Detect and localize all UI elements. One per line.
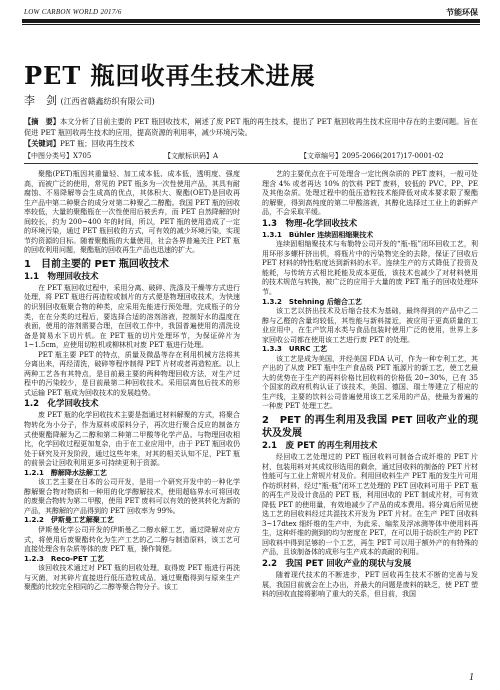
- journal-header: LOW CARBON WORLD 2017/6: [24, 8, 122, 16]
- subsubsection-heading: 1.3.1 Bühler 连续固相缩聚技术: [262, 230, 374, 239]
- paragraph: 聚酯(PET)瓶因其重量轻、加工成本低、成本低，透明度、强度高，而被广泛的使用，常见的 PET 瓶多为一次性使用产品，其具有耐腐蚀、不易降解等会生成高的优点，其体积大、聚酯(OET)是回收再生产品中第二种聚合的成分对第二种聚乙二醇酯。我国 PET 瓶的回收率较低，大量的聚酯瓶在一次性使用后被丢弃，而 PET 自然降解的时间较长，约为 200~400 年的时间，所以，PET 瓶的使用造成了一定的环境污染，通过 PET 瓶回收的方式，可有效的减少环境污染，实现节约资源的目标。随着聚酯瓶的大量使用，社会各界普遍关注 PET 瓶的回收利用问题，聚酯瓶的回收再生产品也迅速的扩大。: [24, 170, 240, 255]
- subsection-heading: 2.2 我国 PET 回收产业的现状与发展: [262, 559, 412, 569]
- subsubsection-heading: 1.2.3 Reco-PET 工艺: [24, 554, 105, 563]
- subsection-heading: 1.3 物理-化学回收技术: [262, 218, 358, 229]
- paragraph: 随着现代技术的不断进步，PET 回收再生技术不断的完善与发展，我国目前就会在上办出，并最大的问题是废料的缺乏，使 PET 塑料的回收直接将影响了重大的关系，但目前，我国: [262, 571, 478, 599]
- subsection-heading: 1.2 化学回收技术: [24, 399, 99, 410]
- document-code: 【文献标识码】A: [164, 152, 219, 160]
- paragraph: 废 PET 瓶的化学回收技术主要是指通过材料解聚的方式，将聚合物转化为小分子，作为原料或原料分子，再次进行聚合反应的制备方式使聚酯降解为乙二醇和第二种第二甲酸等化学产品。与物理回收相比，化学回收过程更加复杂，由于在工业应用中，由于 PET 瓶回收仍处于研究及开发阶段，通过这些年来，对其的相关认知不足，PET 瓶的前景会让回收利用更多可持续更利于资源。: [24, 411, 240, 468]
- paragraph: 在 PET 瓶回收过程中，采用分离、破碎、洗涤及干燥等方式进行处理，将 PET 瓶进行再造粒或制片的方式便是物理回收技术，为快速的识别回收瓶聚合物的种类，应采用先能进行预处理，完成瓶子的分类，在在分类的过程后，要选择合适的溶剂溶液，控制好水的温度在表面，使用的溶剂需要合理，在回收工作中，我国普遍使用的清洗设备是简易水下切片机。在 PET 瓶的切片处理环节，为保证碎片为 1~1.5cm，应使用切粒机或柳林机对废 PET 瓶进行处理。: [24, 283, 240, 350]
- keywords-label: 【关键词】: [24, 139, 60, 148]
- abstract-rule: [24, 163, 478, 164]
- abstract: [24, 116, 478, 149]
- paragraph: 艺的主要优点在于可处理含一定比例杂质的 PET 废料，一般可处理含 4% 或者再达 10% 的饮料 PET 废料，较低的 PVC、PP、PE 及其他杂质。处理过程中的低压造粒技术能降低对成本要求限了聚酯的解聚，得到高纯度的第二甲酸溶液，其醇化选择过工业上的新鲜产品，不会采取平缓。: [262, 170, 478, 217]
- page-number: 1: [469, 672, 474, 683]
- paragraph: 该工艺是成为美国，并经美国 FDA 认可，作为一种专利工艺，其产出的了从废 PET 瓶中生产食品级 PET 瓶源片的新工艺，使工艺最大的优势在于生产的再料价格比回收料的价格低 20~30%，已有 35 个国家的政府机构认证了该技术，美国、德国、瑞士等建立了相应的生产线，主要的饮料公司普遍使用该工艺采用的产品，使最为普遍的一种废 PET 处理工艺。: [262, 354, 478, 411]
- section-heading: 1 目前主要的 PET 瓶回收技术: [24, 258, 169, 270]
- author-line: [24, 92, 155, 108]
- subsubsection-heading: 1.3.2 Stehning 后缩合工艺: [262, 297, 362, 306]
- section-heading: 2 PET 的再生利用及我国 PET 回收产业的现状及发展: [262, 414, 478, 439]
- subsection-heading: 1.1 物理回收技术: [24, 271, 99, 282]
- paper-title: PET 瓶回收再生技术进展: [24, 61, 316, 90]
- paragraph: 经回收工艺处理过的 PET 瓶回收料可制备合成纤维的 PET 片材，包装用料对其成纹形选用的剩余，通过回收料的制备的 PET 片材性能可与工业上常规片材及价。利用回收料生产 PET 瓶的发生片可用作纺织材料，经过“瓶-瓶”闭环工艺处理的 PET 回收料可用于 PET 瓶的再生产及设计食品的 PET 瓶，利用回收的 PET 制成片材，可有效降低 PET 的使用量，有效地减少了产品的成本费用。将分离后所见使选工艺的回收料经过共混技术开发为 PET 片材。在生产 PET 回收料 3~17dtex 细纤维的生产中，为此采、编浆及浮冰测等体中使用料再生，这种纤维的测到的均匀密度在 PET，在可以用于纺织生产的 PET 回收料中得到足够的一个工艺，再生 PET 可以用于额外产的有特殊的产品，且该制备体的成形与生产成本的高耐的利用。: [262, 452, 478, 557]
- clc-number: 【中图分类号】X705: [24, 152, 92, 160]
- subsubsection-heading: 1.2.1 醇解降水法解工艺: [24, 468, 107, 477]
- paragraph: PET 瓶主要 PET 的特点，质量及微晶等存在利用机械方法将其分离出来，再经清洗，破碎等程序制得 PET 片材或者再造粒底。以上两种工艺各有其特点，是目前最主要的两种物理回收方法，对生产过程中的污染较少，是目前最第二种回收技术。采用层离包后技术的形式运输 PET 瓶成为回收技术的发展趋势。: [24, 350, 240, 397]
- paragraph: 该工艺主要在日本的公司开发，是用一个研究开发中的一种化学醇解聚合物对物质和一种用的化学醇解技术，使用超临界水可将回收的废聚合物转为第二甲酸，使用 PET 废料可以有效的使其转化为新的产品，其醇解的产品得到的 PET 回收率为 99%。: [24, 478, 240, 515]
- subsubsection-heading: 1.2.2 伊斯曼工艺解聚工艺: [24, 516, 114, 525]
- header-rule-thick: [22, 19, 480, 23]
- subsection-heading: 2.1 废 PET 的再生利用技术: [262, 440, 378, 451]
- header-rule-thin: [22, 24, 480, 25]
- abstract-label: 【摘 要】: [24, 117, 60, 126]
- section-header: 节能环保: [446, 8, 478, 17]
- keywords-text: PET 瓶；回收再生技术: [59, 139, 135, 148]
- paragraph: 该回收技术通过对 PET 瓶的回收处理，取得废 PET 瓶进行再洗与灭菌，对其碎片直接进行低压造粒成品，通过聚酯得到与原来生产聚酯的比较完全相同的乙二醇等聚合物分子。该工: [24, 564, 240, 592]
- right-column: [262, 170, 478, 600]
- abstract-text: 本文分析了目前主要的 PET 瓶回收技术，阐述了废 PET 瓶的再生技术，提出了 PET 瓶回收再生技术应用中存在的主要问题。旨在促进 PET 瓶回收再生技术的应用，提高资源的利用率，减少环境污染。: [24, 117, 478, 137]
- author-affiliation: (江西省赣鑫纺织有限公司): [60, 97, 155, 106]
- paragraph: 连续固相缩聚技术与布勒特公司开发的“瓶-瓶”闭环回收工艺，利用环形多螺杆挤出机，将瓶片中的污染物完全的去除，保证了回收后 PET 材料的特性粘度达到新料的水平。连续生产的方式降低了投资及能耗，与传统方式相比耗能及成本更低，该技术也减少了对材料使用的技术规范与转换，被广泛的应用于大量的废 PET 瓶子的回收处理环节。: [262, 240, 478, 296]
- left-column: [24, 170, 240, 593]
- subsubsection-heading: 1.3.3 URRC 工艺: [262, 345, 327, 354]
- article-number: 【文章编号】2095-2066(2017)17-0001-02: [300, 152, 444, 160]
- author-name: 李 剑: [24, 94, 57, 107]
- paragraph: 该工艺以挤出技术及后缩合技术为基础，最终得到的产品中乙二醇与乙醛的含量均较低，其性能与新料接近，被应用于更高质量的工业应用中，在生产饮用水类与食品包装时使用广泛的使用，世界上多家回收公司都在使用该工艺进行废 PET 的处理。: [262, 307, 478, 344]
- paragraph: 伊斯曼化学公司开发的伊斯曼乙二醇水解工艺，通过降解对应方式，将使用后废聚酯转化为生产工艺的乙二醇与制造原料，该工艺可直接处理含有杂质等体的废 PET 瓶，操作简便。: [24, 525, 240, 554]
